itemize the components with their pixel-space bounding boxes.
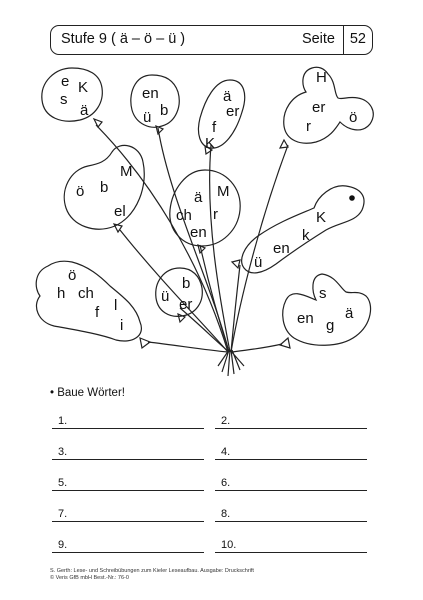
- balloon-letter: r: [306, 118, 311, 135]
- balloon-letter: b: [160, 102, 169, 119]
- balloon-4: [284, 67, 373, 143]
- balloon-letter: ä: [345, 305, 354, 322]
- answer-line-number: 2.: [221, 415, 231, 427]
- answer-line-number: 10.: [221, 539, 237, 551]
- answer-line-number: 6.: [221, 477, 231, 489]
- balloon-letter: i: [120, 317, 124, 334]
- balloon-letter: er: [312, 99, 326, 116]
- footer-line: S. Gerth: Lese- und Schreibübungen zum Kieler Leseaufbau. Ausgabe: Druckschrift: [50, 568, 254, 574]
- page-title: Stufe 9 ( ä – ö – ü ): [61, 31, 186, 47]
- balloon-letter: e: [61, 73, 70, 90]
- page-number: 52: [349, 31, 366, 47]
- answer-line[interactable]: [215, 508, 367, 522]
- balloon-letter: H: [316, 69, 327, 86]
- balloon-letter: ü: [254, 254, 263, 271]
- answer-line[interactable]: [52, 415, 204, 429]
- answer-line[interactable]: [215, 446, 367, 460]
- balloon-8-knot: [140, 338, 150, 348]
- balloon-letter: er: [226, 103, 240, 120]
- string-knot: [218, 350, 244, 376]
- answer-line[interactable]: [215, 415, 367, 429]
- balloon-letter: f: [95, 304, 100, 321]
- balloon-letter: ü: [161, 288, 170, 305]
- answer-line-number: 3.: [58, 446, 68, 458]
- balloon-letter: g: [326, 317, 335, 334]
- answer-line[interactable]: [52, 508, 204, 522]
- answer-line-number: 5.: [58, 477, 68, 489]
- answer-line[interactable]: [215, 539, 367, 553]
- balloon-letter: K: [78, 79, 89, 96]
- balloon-letter: l: [114, 297, 118, 314]
- balloon-10: [283, 274, 371, 345]
- balloon-letter: K: [316, 209, 327, 226]
- balloon-letter: r: [213, 206, 218, 223]
- balloon-letter: en: [190, 224, 207, 241]
- answer-line[interactable]: [52, 446, 204, 460]
- answer-line[interactable]: [215, 477, 367, 491]
- balloon-letter: en: [297, 310, 314, 327]
- balloon-letter: K: [205, 135, 216, 152]
- balloon-letter: b: [100, 179, 109, 196]
- balloon-letter: en: [142, 85, 159, 102]
- balloon-letter: el: [114, 203, 126, 220]
- balloon-letter: en: [273, 240, 290, 257]
- answer-line[interactable]: [52, 477, 204, 491]
- instruction-text: • Baue Wörter!: [50, 387, 125, 399]
- balloon-letter: ö: [349, 109, 358, 126]
- footer-credits: [50, 568, 254, 582]
- balloon-letter: f: [212, 119, 217, 136]
- balloon-letter: ü: [143, 109, 152, 126]
- answer-line-number: 1.: [58, 415, 68, 427]
- balloon-string: [148, 342, 228, 352]
- balloon-string: [232, 344, 282, 352]
- balloon-letter: ö: [68, 267, 77, 284]
- balloon-letter: er: [179, 296, 193, 313]
- balloon-letter: s: [319, 285, 327, 302]
- answer-line-number: 4.: [221, 446, 231, 458]
- balloon-letter: ö: [76, 183, 85, 200]
- worm-eye: [349, 195, 355, 201]
- balloon-10-knot: [280, 338, 290, 348]
- balloon-string: [231, 265, 240, 352]
- balloon-letter: ch: [176, 207, 192, 224]
- balloon-letter: ch: [78, 285, 94, 302]
- balloon-1-knot: [94, 119, 102, 127]
- answer-line[interactable]: [52, 539, 204, 553]
- balloon-letter: M: [120, 163, 133, 180]
- balloon-letter: M: [217, 183, 230, 200]
- balloon-letter: ä: [194, 189, 203, 206]
- answer-line-number: 9.: [58, 539, 68, 551]
- footer-line: © Veris GfB mbH Best.-Nr.: 76-0: [50, 575, 129, 581]
- answer-line-number: 8.: [221, 508, 231, 520]
- balloon-letter: ä: [80, 102, 89, 119]
- balloon-letter: k: [302, 227, 310, 244]
- page-label: Seite: [301, 31, 335, 47]
- balloon-letter: s: [60, 91, 68, 108]
- balloon-7-knot: [232, 260, 240, 268]
- balloon-letter: b: [182, 275, 191, 292]
- balloon-string: [96, 125, 228, 352]
- balloon-letter: h: [57, 285, 66, 302]
- balloon-1: [42, 68, 102, 121]
- balloon-4-knot: [280, 140, 288, 148]
- answer-line-number: 7.: [58, 508, 68, 520]
- balloon-letter: ä: [223, 88, 232, 105]
